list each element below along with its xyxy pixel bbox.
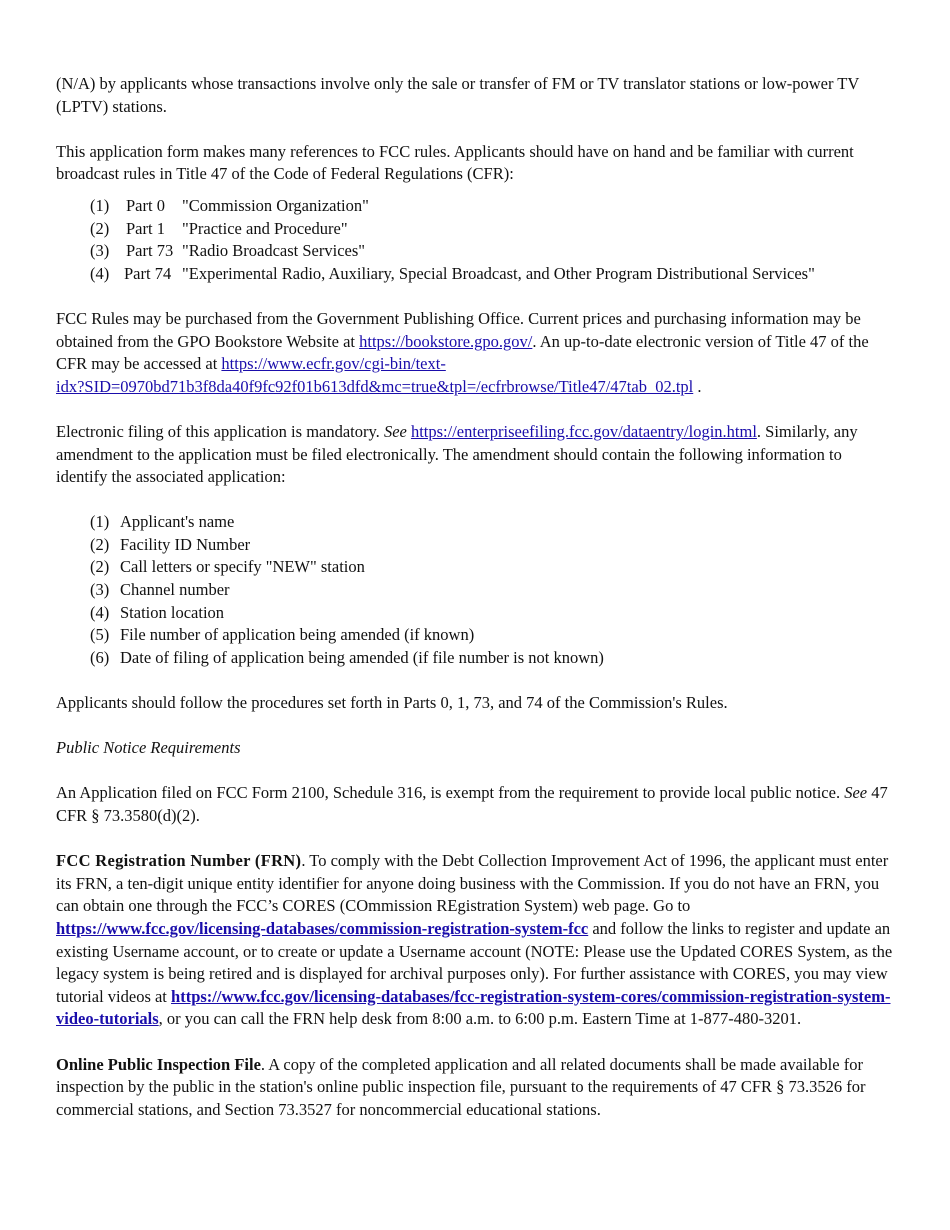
item-number: (6): [90, 647, 110, 667]
item-text: Channel number: [120, 580, 230, 600]
amendment-list: [56, 511, 896, 669]
list-item: [56, 534, 896, 557]
item-text: File number of application being amended (if known): [120, 625, 475, 645]
list-item: [56, 218, 896, 241]
public-notice-heading: Public Notice Requirements: [56, 738, 241, 758]
opif-text: . A copy of the completed application and all related documents shall be made available for inspection by the public in the station's online public inspection file, pursuant to the requirements of 47 CFR § 73.3526 for commercial stations, and Section 73.3527 for noncommercial educational stations.: [56, 1054, 866, 1119]
purchase-text-2: . An up-to-date electronic version of Title 47 of the CFR may be accessed at: [56, 331, 869, 374]
frn-text-3: , or you can call the FRN help desk from 8:00 a.m. to 6:00 p.m. Eastern Time at 1-877-480-3201.: [158, 1009, 802, 1029]
ecfr-link-part-1: https://www.ecfr.gov/cgi-bin/text-: [221, 354, 446, 374]
frn-text-1: . To comply with the Debt Collection Improvement Act of 1996, the applicant must enter its FRN, a ten-digit unique entity identifier for anyone doing business with the Commission. If you do not have an FRN, you can obtain one through the FCC’s CORES (COmmission REgistration System) web page. Go to: [56, 851, 889, 916]
list-item: [56, 240, 896, 263]
item-text: Call letters or specify "NEW" station: [120, 557, 365, 577]
rules-list: [56, 195, 896, 285]
list-item: [56, 195, 896, 218]
frn-text-2: and follow the links to register and update an existing Username account, or to create or update a Username account (NOTE: Please use the Updated CORES System, as the legacy system is being retired and is displayed for archival purposes only). For further assistance with CORES, you may view tutorial videos at: [56, 918, 893, 1006]
item-number: (1): [90, 512, 110, 532]
para-public-notice: [56, 782, 896, 827]
item-title: "Commission Organization": [182, 195, 369, 215]
enterprise-efiling-link[interactable]: https://enterpriseefiling.fcc.gov/dataentry/login.html: [410, 421, 757, 441]
list-item: [56, 624, 896, 647]
purchase-text-1: FCC Rules may be purchased from the Government Publishing Office. Current prices and purchasing information may be obtained from the GPO Bookstore Website at: [56, 308, 861, 351]
item-part: Part 1: [126, 218, 165, 238]
list-item: [56, 556, 896, 579]
ecfr-link-part-2: idx?SID=0970bd71b3f8da40f9fc92f01b613dfd&mc=true&tpl=/ecfrbrowse/Title47/47tab_02.tpl: [56, 376, 694, 396]
efiling-text-2: . Similarly, any amendment to the application must be filed electronically. The amendment should contain the following information to identify the associated application:: [56, 421, 858, 487]
public-notice-text-1: An Application filed on FCC Form 2100, Schedule 316, is exempt from the requirement to provide local public notice.: [56, 783, 845, 803]
list-item: [56, 602, 896, 625]
para-efiling: [56, 421, 896, 489]
item-number: (2): [90, 534, 110, 554]
item-title: "Practice and Procedure": [182, 218, 348, 238]
efiling-see: See: [383, 421, 407, 441]
list-item: [56, 263, 896, 286]
purchase-text-3: .: [693, 376, 702, 396]
item-part: Part 74: [124, 263, 172, 283]
cores-video-tutorials-link[interactable]: https://www.fcc.gov/licensing-databases/fcc-registration-system-cores/commission-registration-system-video-tutorials: [56, 986, 891, 1029]
para-rules-intro: This application form makes many references to FCC rules. Applicants should have on hand and be familiar with current broadcast rules in Title 47 of the Code of Federal Regulations (CFR):: [56, 141, 854, 184]
item-number: (3): [90, 580, 110, 600]
item-text: Station location: [120, 602, 225, 622]
opif-heading: Online Public Inspection File: [56, 1054, 261, 1074]
document-page: [56, 73, 896, 1121]
item-title: "Radio Broadcast Services": [182, 241, 366, 261]
frn-heading: FCC Registration Number (FRN): [56, 851, 302, 871]
para-na: (N/A) by applicants whose transactions involve only the sale or transfer of FM or TV translator stations or low-power TV (LPTV) stations.: [56, 74, 859, 116]
item-text: Facility ID Number: [120, 534, 251, 554]
para-purchase: [56, 308, 896, 398]
item-title: "Experimental Radio, Auxiliary, Special Broadcast, and Other Program Distributional Services": [182, 263, 815, 283]
cores-registration-link[interactable]: https://www.fcc.gov/licensing-databases/commission-registration-system-fcc: [56, 918, 589, 938]
item-number: (2): [90, 218, 110, 238]
para-procedures: Applicants should follow the procedures set forth in Parts 0, 1, 73, and 74 of the Commission's Rules.: [56, 693, 728, 713]
item-part: Part 0: [126, 195, 165, 215]
item-part: Part 73: [126, 241, 174, 261]
item-text: Applicant's name: [120, 512, 235, 532]
para-opif: [56, 1054, 896, 1122]
item-text: Date of filing of application being amended (if file number is not known): [120, 647, 604, 667]
item-number: (4): [90, 263, 110, 283]
item-number: (5): [90, 625, 110, 645]
item-number: (1): [90, 195, 110, 215]
list-item: [56, 647, 896, 670]
gpo-bookstore-link[interactable]: https://bookstore.gpo.gov/: [359, 331, 533, 351]
efiling-text-1: Electronic filing of this application is mandatory.: [56, 421, 384, 441]
list-item: [56, 579, 896, 602]
item-number: (4): [90, 602, 110, 622]
public-notice-text-2: 47 CFR § 73.3580(d)(2).: [56, 783, 888, 825]
para-frn: [56, 850, 896, 1031]
item-number: (2): [90, 557, 110, 577]
public-notice-see: See: [844, 783, 868, 803]
list-item: [56, 511, 896, 534]
item-number: (3): [90, 241, 110, 261]
